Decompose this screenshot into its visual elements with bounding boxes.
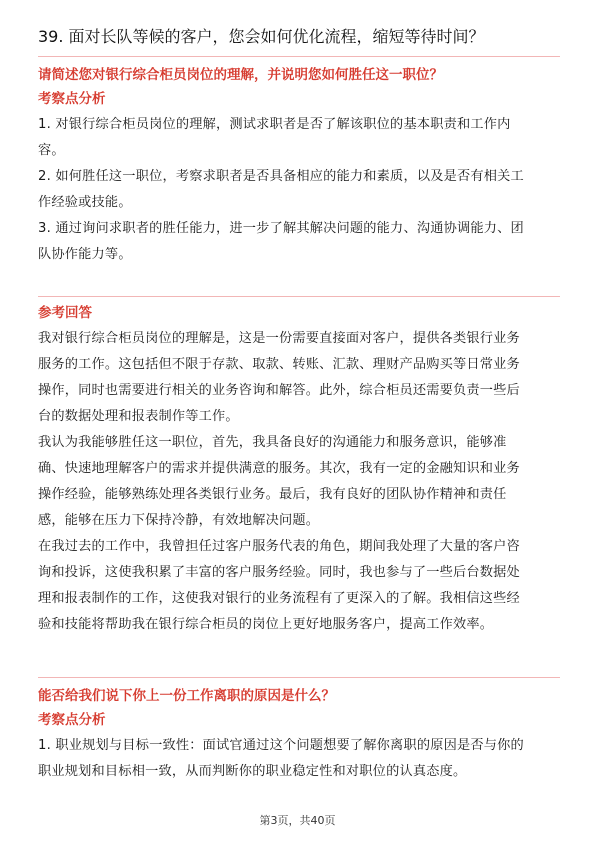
text-line: 职业规划和目标相一致，从而判断你的职业稳定性和对职位的认真态度。	[38, 764, 467, 779]
analysis-list	[38, 733, 560, 785]
question-block-1	[38, 56, 560, 297]
analysis-label: 考察点分析	[38, 712, 106, 728]
text-line: 感，能够在压力下保持冷静，有效地解决问题。	[38, 513, 320, 528]
text-line: 3. 通过询问求职者的胜任能力，进一步了解其解决问题的能力、沟通协调能力、团	[38, 221, 524, 236]
text-line: 1. 对银行综合柜员岗位的理解，测试求职者是否了解该职位的基本职责和工作内	[38, 117, 511, 132]
analysis-item	[38, 112, 560, 164]
answer-paragraph	[38, 326, 560, 430]
answer-paragraphs	[38, 326, 560, 638]
analysis-label: 考察点分析	[38, 91, 106, 107]
text-line: 台的数据处理和报表制作等工作。	[38, 409, 239, 424]
text-line: 容。	[38, 143, 65, 158]
text-line: 作经验或技能。	[38, 195, 132, 210]
text-line: 我认为我能够胜任这一职位，首先，我具备良好的沟通能力和服务意识，能够准	[38, 435, 507, 450]
question-block-2	[38, 677, 560, 808]
text-line: 理和报表制作的工作，这使我对银行的业务流程有了更深入的了解。我相信这些经	[38, 591, 520, 606]
page-number: 第3页，共40页	[259, 814, 336, 827]
text-line: 我对银行综合柜员岗位的理解是，这是一份需要直接面对客户，提供各类银行业务	[38, 331, 520, 346]
answer-paragraph	[38, 430, 560, 534]
analysis-item	[38, 164, 560, 216]
analysis-list	[38, 112, 560, 268]
text-line: 验和技能将帮助我在银行综合柜员的岗位上更好地服务客户，提高工作效率。	[38, 617, 494, 632]
text-line: 队协作能力等。	[38, 247, 132, 262]
question-title: 能否给我们说下你上一份工作离职的原因是什么？	[38, 688, 335, 704]
question-39-heading: 39. 面对长队等候的客户，您会如何优化流程，缩短等待时间？	[38, 27, 485, 46]
text-line: 1. 职业规划与目标一致性：面试官通过这个问题想要了解你离职的原因是否与你的	[38, 738, 524, 753]
answer-label: 参考回答	[38, 305, 92, 321]
answer-block-1	[38, 296, 560, 669]
question-title: 请简述您对银行综合柜员岗位的理解，并说明您如何胜任这一职位？	[38, 67, 443, 83]
analysis-item	[38, 216, 560, 268]
text-line: 操作，同时也需要进行相关的业务咨询和解答。此外，综合柜员还需要负责一些后	[38, 383, 520, 398]
analysis-item	[38, 733, 560, 785]
text-line: 操作经验，能够熟练处理各类银行业务。最后，我有良好的团队协作精神和责任	[38, 487, 507, 502]
answer-paragraph	[38, 534, 560, 638]
text-line: 服务的工作。这包括但不限于存款、取款、转账、汇款、理财产品购买等日常业务	[38, 357, 520, 372]
text-line: 在我过去的工作中，我曾担任过客户服务代表的角色，期间我处理了大量的客户咨	[38, 539, 520, 554]
text-line: 2. 如何胜任这一职位，考察求职者是否具备相应的能力和素质，以及是否有相关工	[38, 169, 524, 184]
text-line: 询和投诉，这使我积累了丰富的客户服务经验。同时，我也参与了一些后台数据处	[38, 565, 520, 580]
text-line: 确、快速地理解客户的需求并提供满意的服务。其次，我有一定的金融知识和业务	[38, 461, 520, 476]
